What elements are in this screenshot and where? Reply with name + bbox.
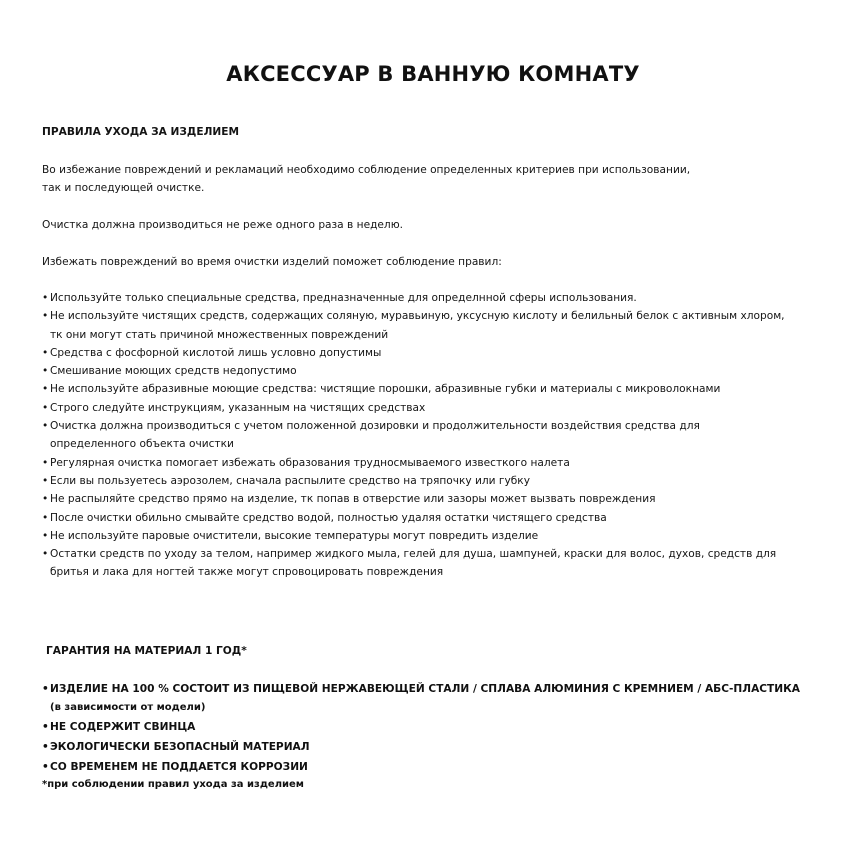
care-intro-line: так и последующей очистке. xyxy=(42,182,205,194)
care-intro xyxy=(42,161,690,197)
care-rule-item: • Средства с фосфорной кислотой лишь условно допустимы xyxy=(42,344,832,362)
care-heading: ПРАВИЛА УХОДА ЗА ИЗДЕЛИЕМ xyxy=(42,126,240,138)
care-rule-item: • Если вы пользуетесь аэрозолем, сначала распылите средство на тряпочку или губку xyxy=(42,472,832,490)
cleaning-frequency: Очистка должна производиться не реже одного раза в неделю. xyxy=(42,219,403,231)
care-intro-line: Во избежание повреждений и рекламаций необходимо соблюдение определенных критериев при использовании, xyxy=(42,164,691,176)
warranty-footnote: *при соблюдении правил ухода за изделием xyxy=(42,779,304,790)
care-rule-item: • Очистка должна производиться с учетом положенной дозировки и продолжительности воздействия средства для определенного объекта очистки xyxy=(42,417,832,454)
rules-lead: Избежать повреждений во время очистки изделий поможет соблюдение правил: xyxy=(42,256,502,268)
care-rule-item: • Регулярная очистка помогает избежать образования трудносмываемого известкого налета xyxy=(42,454,832,472)
care-rule-item: • Остатки средств по уходу за телом, например жидкого мыла, гелей для душа, шампуней, краски для волос, духов, средств для бритья и лака для ногтей также могут спровоцировать повреждения xyxy=(42,545,832,582)
warranty-heading: ГАРАНТИЯ НА МАТЕРИАЛ 1 ГОД* xyxy=(46,645,247,657)
care-rule-item: • Смешивание моющих средств недопустимо xyxy=(42,362,832,380)
care-rule-item: • Строго следуйте инструкциям, указанным на чистящих средствах xyxy=(42,399,832,417)
care-rule-item: • Не используйте паровые очистители, высокие температуры могут повредить изделие xyxy=(42,527,832,545)
warranty-facts-list xyxy=(42,679,842,777)
page-title: АКСЕССУАР В ВАННУЮ КОМНАТУ xyxy=(226,62,640,86)
care-rule-item: • Не распыляйте средство прямо на изделие, тк попав в отверстие или зазоры может вызвать повреждения xyxy=(42,490,832,508)
care-rule-item: • После очистки обильно смывайте средство водой, полностью удаляя остатки чистящего средства xyxy=(42,509,832,527)
care-rules-list xyxy=(42,289,832,582)
warranty-fact-item: • ИЗДЕЛИЕ НА 100 % СОСТОИТ ИЗ ПИЩЕВОЙ НЕРЖАВЕЮЩЕЙ СТАЛИ / СПЛАВА АЛЮМИНИЯ С КРЕМНИЕМ / АБС-ПЛАСТИКА (в зависимости от модели) xyxy=(42,679,842,717)
warranty-fact-item: • ЭКОЛОГИЧЕСКИ БЕЗОПАСНЫЙ МАТЕРИАЛ xyxy=(42,737,842,757)
warranty-fact-item: • НЕ СОДЕРЖИТ СВИНЦА xyxy=(42,717,842,737)
care-rule-item: • Не используйте чистящих средств, содержащих соляную, муравьиную, уксусную кислоту и белильный белок с активным хлором, тк они могут стать причиной множественных повреждений xyxy=(42,307,832,344)
care-rule-item: • Не используйте абразивные моющие средства: чистящие порошки, абразивные губки и материалы с микроволокнами xyxy=(42,380,832,398)
warranty-fact-item: • СО ВРЕМЕНЕМ НЕ ПОДДАЕТСЯ КОРРОЗИИ xyxy=(42,757,842,777)
care-rule-item: • Используйте только специальные средства, предназначенные для определнной сферы использования. xyxy=(42,289,832,307)
